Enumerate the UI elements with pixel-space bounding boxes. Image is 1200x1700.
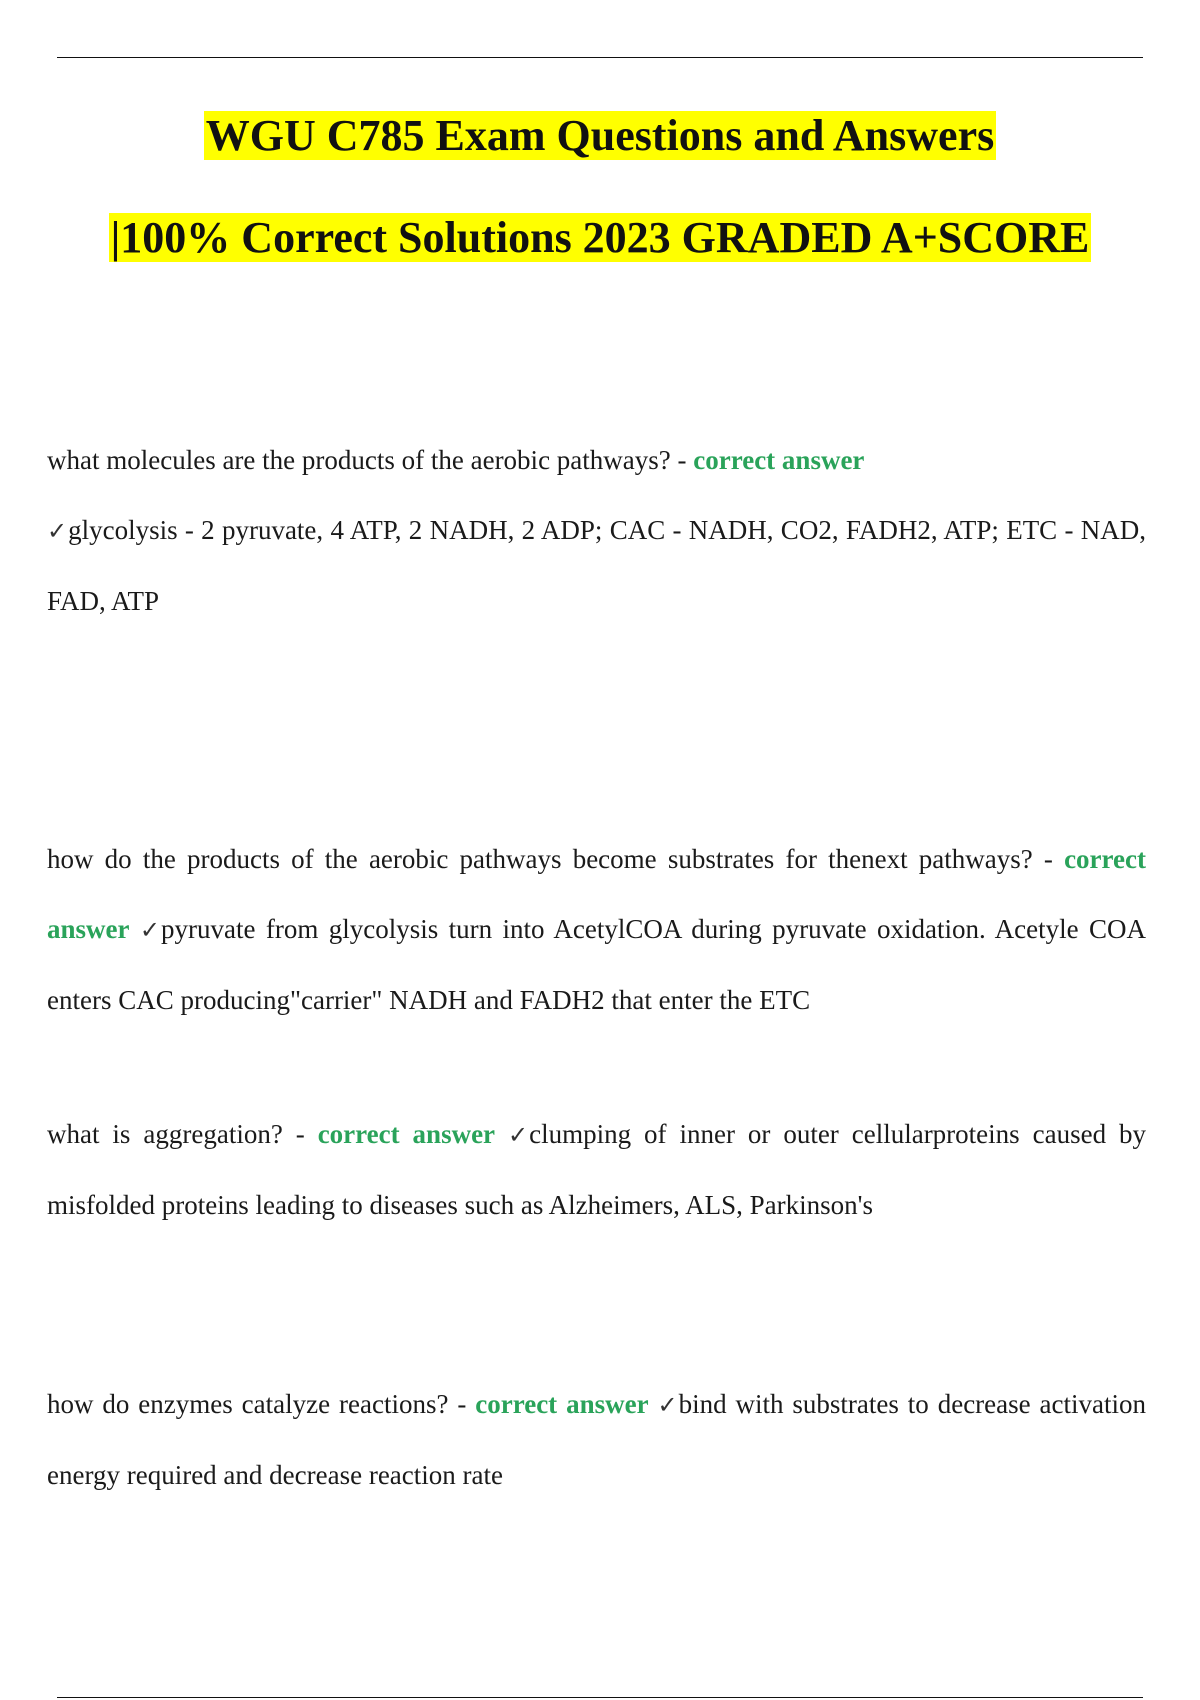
correct-answer-label: correct answer bbox=[475, 1389, 649, 1419]
correct-answer-label: correct answer bbox=[317, 1119, 496, 1149]
document-title-line-1 bbox=[0, 110, 1200, 162]
answer-text: pyruvate from glycolysis turn into AcetylCOA during pyruvate oxidation. Acetyle COA enters CAC producing"carrier" NADH and FADH2 that enter the ETC bbox=[47, 914, 1146, 1015]
check-icon: ✓ bbox=[508, 1121, 529, 1149]
check-icon: ✓ bbox=[657, 1391, 678, 1419]
question-text: how do the products of the aerobic pathways become substrates for thenext pathways? - bbox=[47, 844, 1065, 874]
question-text: what molecules are the products of the aerobic pathways? - bbox=[47, 445, 694, 475]
document-title-line-2 bbox=[0, 212, 1200, 264]
top-rule bbox=[57, 57, 1143, 58]
qa-item-4 bbox=[47, 1369, 1146, 1510]
check-icon: ✓ bbox=[47, 517, 68, 545]
title-highlight-1: WGU C785 Exam Questions and Answers bbox=[205, 111, 995, 160]
qa-item-3 bbox=[47, 1099, 1146, 1240]
question-text: how do enzymes catalyze reactions? - bbox=[47, 1389, 476, 1419]
correct-answer-label: correct answer bbox=[693, 445, 865, 475]
qa-item-2 bbox=[47, 824, 1146, 1035]
answer-text: bind with substrates to decrease activation energy required and decrease reaction rate bbox=[47, 1389, 1146, 1490]
check-icon: ✓ bbox=[139, 916, 160, 944]
qa-item-1 bbox=[47, 425, 1146, 636]
title-highlight-2: |100% Correct Solutions 2023 GRADED A+SCORE bbox=[110, 213, 1090, 262]
question-text: what is aggregation? - bbox=[47, 1119, 318, 1149]
correct-answer-label: correct answer bbox=[47, 844, 1146, 944]
answer-text: glycolysis - 2 pyruvate, 4 ATP, 2 NADH, 2 ADP; CAC - NADH, CO2, FADH2, ATP; ETC - NAD, FAD, ATP bbox=[47, 515, 1146, 616]
bottom-rule bbox=[57, 1697, 1143, 1698]
answer-text: clumping of inner or outer cellularproteins caused by misfolded proteins leading to diseases such as Alzheimers, ALS, Parkinson's bbox=[47, 1119, 1147, 1220]
